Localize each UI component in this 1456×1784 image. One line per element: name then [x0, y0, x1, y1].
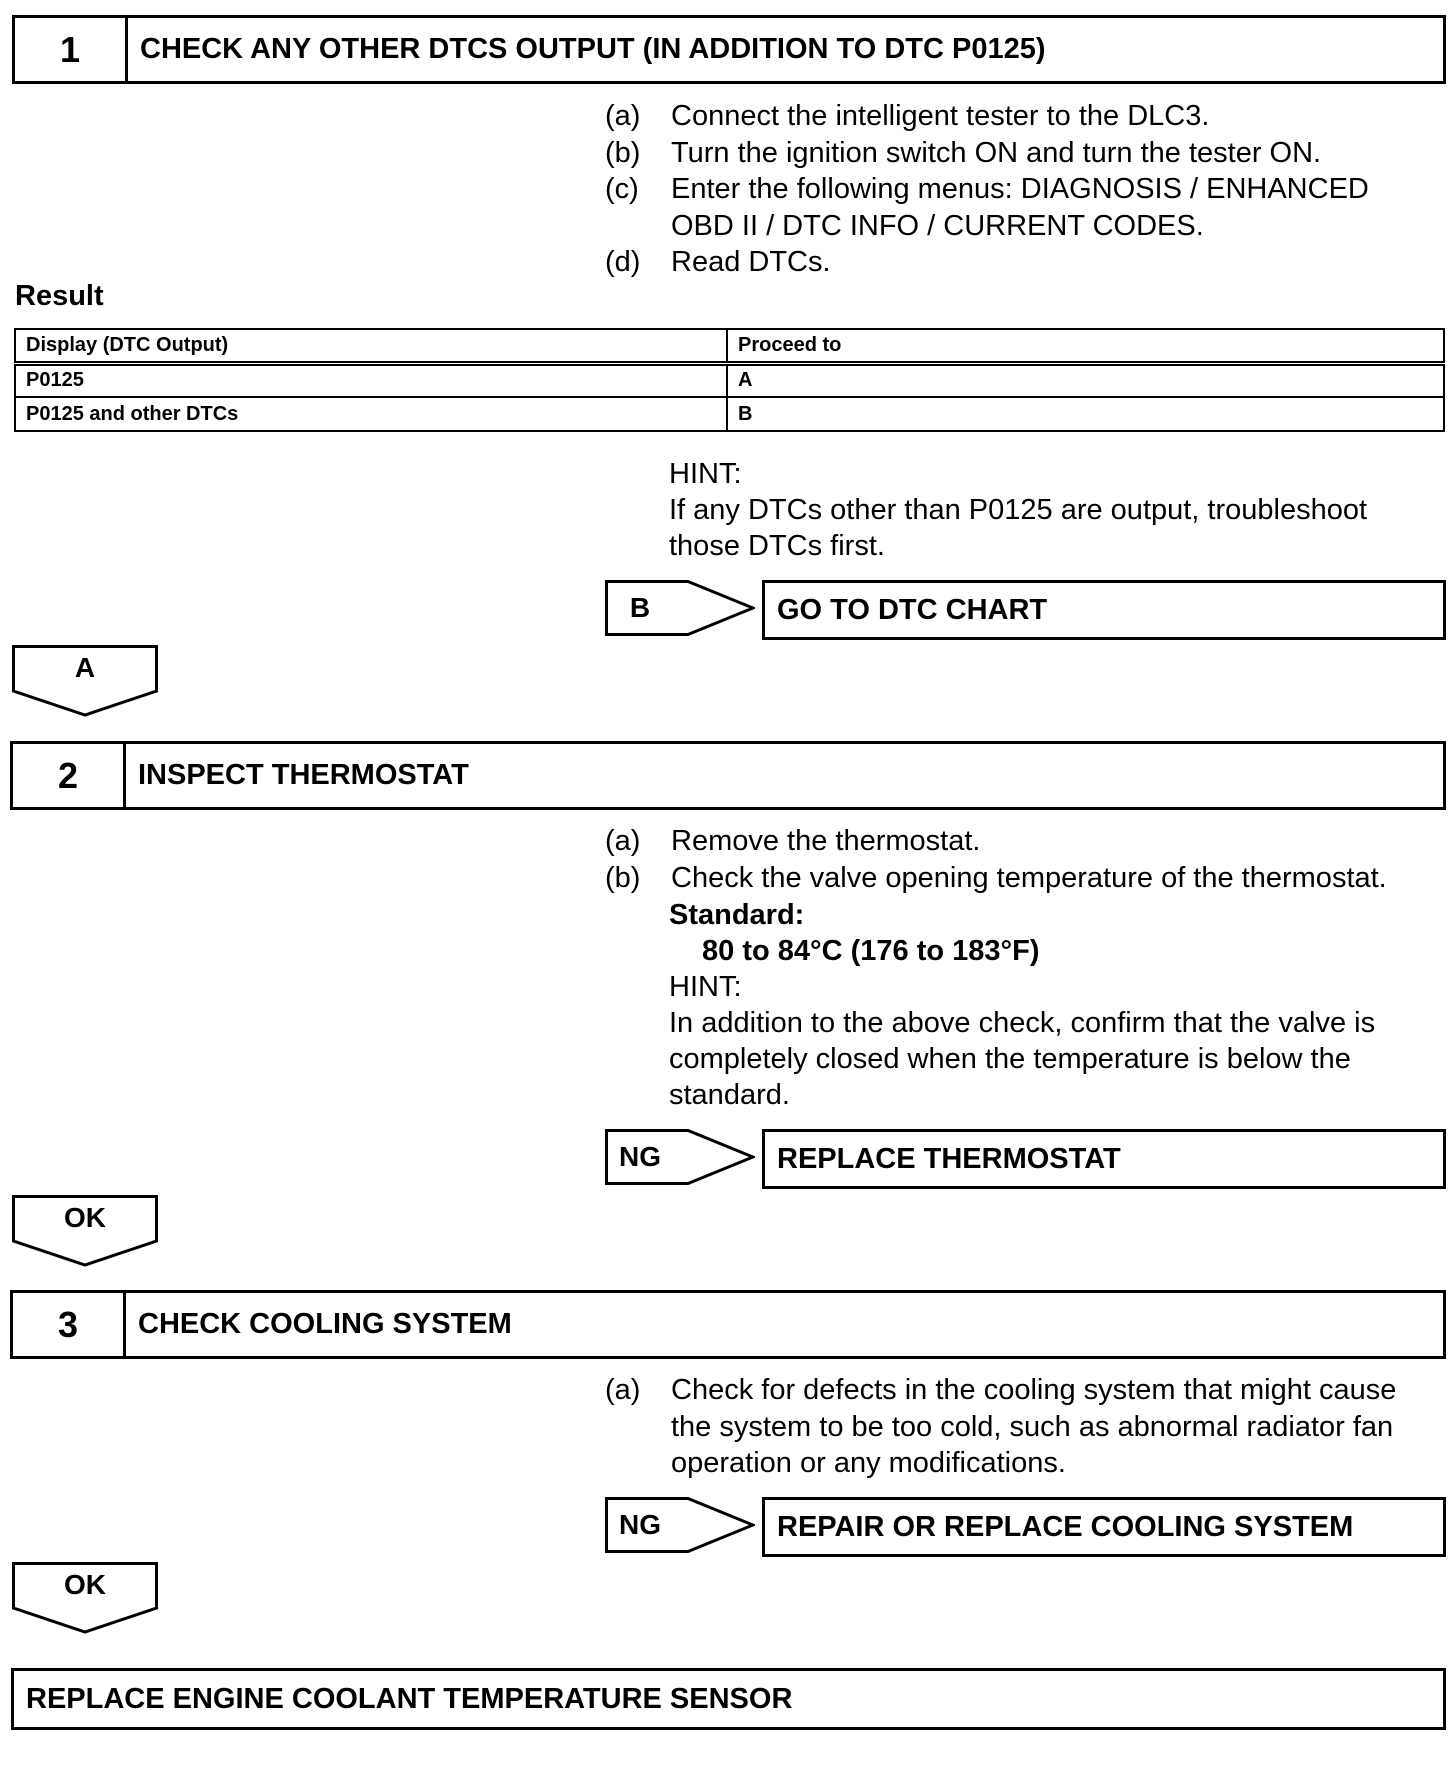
continue-code: OK: [64, 1202, 106, 1233]
instruction-text: the system to be too cold, such as abnormal radiator fan: [671, 1410, 1394, 1443]
hint-text: In addition to the above check, confirm that the valve is: [669, 1007, 1376, 1039]
branch-target: REPLACE THERMOSTAT: [762, 1129, 1446, 1189]
branch-arrow-ng: [605, 1497, 755, 1553]
instruction-text: Enter the following menus: DIAGNOSIS / ENHANCED: [671, 173, 1369, 205]
instruction-label: (c): [605, 173, 639, 205]
branch-target: REPAIR OR REPLACE COOLING SYSTEM: [762, 1497, 1446, 1557]
step-title: CHECK COOLING SYSTEM: [138, 1308, 512, 1340]
step-2-instructions: [605, 823, 1387, 896]
step-title: CHECK ANY OTHER DTCS OUTPUT (IN ADDITION TO DTC P0125): [140, 33, 1046, 65]
hint-text: completely closed when the temperature is below the: [669, 1043, 1351, 1075]
instruction-text: operation or any modifications.: [671, 1447, 1066, 1479]
instruction-label: (a): [605, 825, 641, 857]
hint-text: standard.: [669, 1079, 790, 1111]
instruction-text: Read DTCs.: [671, 246, 831, 278]
step-title: INSPECT THERMOSTAT: [138, 759, 469, 791]
hint-label: HINT:: [669, 971, 742, 1003]
table-cell: P0125 and other DTCs: [15, 397, 727, 431]
step-2-header: [10, 741, 1446, 810]
step-number: 3: [13, 1293, 126, 1356]
instruction-label: (b): [605, 136, 641, 169]
instruction-text: Check the valve opening temperature of the thermostat.: [671, 861, 1387, 894]
continue-arrow-a: [12, 645, 158, 717]
result-table: [14, 328, 1445, 432]
table-row: [15, 363, 1444, 397]
instruction-text: Turn the ignition switch ON and turn the tester ON.: [671, 136, 1322, 169]
instruction-text: Remove the thermostat.: [671, 825, 981, 857]
step-number: 1: [15, 18, 128, 81]
continue-arrow-ok: [12, 1195, 158, 1267]
branch-target: GO TO DTC CHART: [762, 580, 1446, 640]
branch-arrow-b: [605, 580, 755, 636]
branch-code: NG: [619, 1141, 661, 1172]
standard-value: 80 to 84°C (176 to 183°F): [702, 935, 1040, 967]
branch-arrow-ng: [605, 1129, 755, 1185]
instruction-text: Check for defects in the cooling system that might cause: [671, 1374, 1397, 1406]
result-label: Result: [15, 280, 104, 312]
table-row: [15, 397, 1444, 431]
table-cell: A: [727, 363, 1444, 397]
hint-text: those DTCs first.: [669, 530, 885, 562]
step-number: 2: [13, 744, 126, 807]
step-1-header: [12, 15, 1446, 84]
hint-label: HINT:: [669, 458, 742, 490]
instruction-label: (d): [605, 246, 641, 278]
step-3-instructions: [605, 1372, 1396, 1482]
table-header-row: [15, 329, 1444, 363]
instruction-label: (a): [605, 1374, 641, 1406]
table-cell: B: [727, 397, 1444, 431]
continue-arrow-ok: [12, 1562, 158, 1634]
standard-label: Standard:: [669, 899, 805, 931]
instruction-text: OBD II / DTC INFO / CURRENT CODES.: [671, 209, 1204, 242]
continue-code: A: [74, 652, 96, 683]
instruction-label: (a): [605, 100, 641, 132]
table-header-cell: Proceed to: [727, 329, 1444, 363]
hint-text: If any DTCs other than P0125 are output, troubleshoot: [669, 494, 1368, 526]
step-3-header: [10, 1290, 1446, 1359]
final-action: REPLACE ENGINE COOLANT TEMPERATURE SENSOR: [11, 1668, 1446, 1730]
table-cell: P0125: [15, 363, 727, 397]
table-header-cell: Display (DTC Output): [15, 329, 727, 363]
continue-code: OK: [64, 1569, 106, 1600]
instruction-label: (b): [605, 861, 641, 894]
step-1-instructions: [605, 98, 1369, 281]
instruction-text: Connect the intelligent tester to the DLC3.: [671, 100, 1210, 132]
branch-code: B: [629, 592, 651, 623]
branch-code: NG: [619, 1509, 661, 1540]
